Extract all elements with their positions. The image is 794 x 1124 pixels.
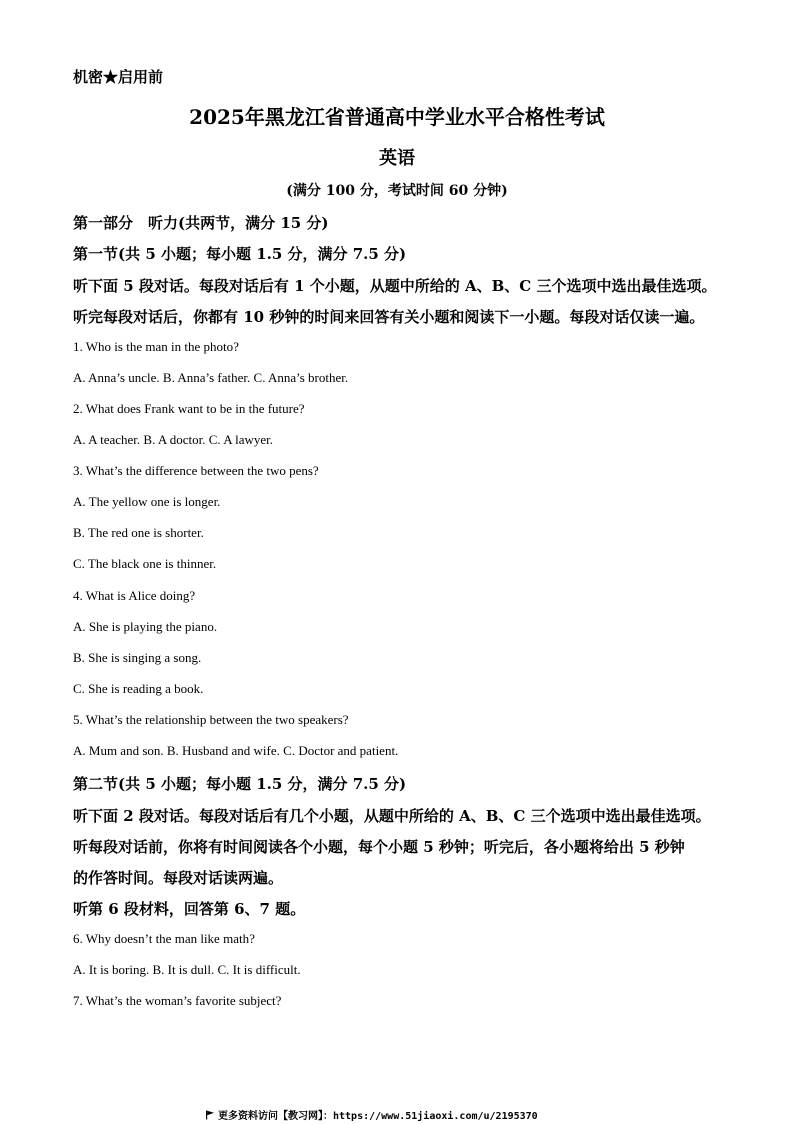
question-1-options: A. Anna’s uncle. B. Anna’s father. C. Anna’s brother. (73, 370, 349, 385)
question-4-option-a: A. She is playing the piano. (73, 619, 218, 634)
question-3-option-b: B. The red one is shorter. (73, 525, 204, 540)
subject-title: 英语 (379, 148, 415, 169)
question-7: 7. What’s the woman’s favorite subject? (73, 993, 282, 1008)
question-2: 2. What does Frank want to be in the future? (73, 401, 305, 416)
question-1: 1. Who is the man in the photo? (73, 339, 239, 354)
question-6: 6. Why doesn’t the man like math? (73, 931, 255, 946)
part1-heading: 第一部分 听力(共两节，满分 15 分) (73, 214, 329, 232)
question-6-options: A. It is boring. B. It is dull. C. It is difficult. (73, 962, 301, 977)
flag-icon (205, 1110, 215, 1120)
question-5: 5. What’s the relationship between the two speakers? (73, 712, 349, 727)
question-4: 4. What is Alice doing? (73, 588, 196, 603)
section1-instruction-line: 听完每段对话后，你都有 10 秒钟的时间来回答有关小题和阅读下一小题。每段对话仅读一遍。 (73, 308, 705, 326)
question-3-option-c: C. The black one is thinner. (73, 556, 217, 571)
question-4-option-b: B. She is singing a song. (73, 650, 202, 665)
score-note: (满分 100 分，考试时间 60 分钟) (286, 183, 508, 199)
question-4-option-c: C. She is reading a book. (73, 681, 204, 696)
section2-heading: 第二节(共 5 小题；每小题 1.5 分，满分 7.5 分) (73, 775, 407, 793)
footer-text: 更多资料访问【教习网】：https://www.51jiaoxi.com/u/2195370 (218, 1111, 538, 1122)
section1-instruction-line: 听下面 5 段对话。每段对话后有 1 个小题，从题中所给的 A、B、C 三个选项中选出最佳选项。 (73, 277, 717, 295)
page-title: 2025年黑龙江省普通高中学业水平合格性考试 (189, 105, 605, 129)
question-5-options: A. Mum and son. B. Husband and wife. C. Doctor and patient. (73, 743, 399, 758)
section2-instruction-line: 听每段对话前，你将有时间阅读各个小题，每个小题 5 秒钟；听完后，各小题将给出 5 秒钟 (73, 838, 685, 856)
section1-heading: 第一节(共 5 小题；每小题 1.5 分，满分 7.5 分) (73, 245, 407, 263)
section2-instruction-line: 听下面 2 段对话。每段对话后有几个小题，从题中所给的 A、B、C 三个选项中选出最佳选项。 (73, 807, 711, 825)
question-3: 3. What’s the difference between the two pens? (73, 463, 319, 478)
section2-instruction-line: 的作答时间。每段对话读两遍。 (73, 869, 284, 887)
material-6-heading: 听第 6 段材料，回答第 6、7 题。 (73, 900, 306, 918)
question-2-options: A. A teacher. B. A doctor. C. A lawyer. (73, 432, 274, 447)
confidential-label: 机密★启用前 (73, 68, 164, 86)
footer-link[interactable] (205, 1107, 538, 1122)
question-3-option-a: A. The yellow one is longer. (73, 494, 221, 509)
